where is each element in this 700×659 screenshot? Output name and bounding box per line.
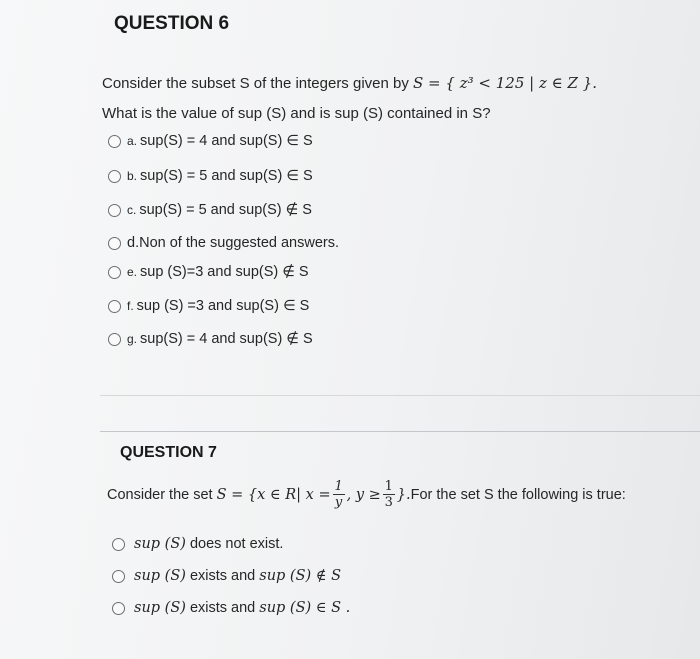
q6-stem-prefix: Consider the subset S of the integers given by <box>102 75 414 92</box>
radio-button[interactable] <box>108 266 121 279</box>
q7-stem <box>107 479 626 510</box>
q7-option-1[interactable] <box>112 536 283 552</box>
radio-button[interactable] <box>112 538 125 551</box>
section-divider <box>100 395 700 396</box>
radio-button[interactable] <box>108 135 121 148</box>
q7-option-3[interactable] <box>112 600 350 616</box>
q6-option-b[interactable] <box>108 168 313 184</box>
q6-stem <box>102 74 597 92</box>
option-text: Non of the suggested answers. <box>139 235 339 251</box>
q7-set-mid: , y ≥ <box>346 486 381 503</box>
q6-set-expression: S = { z³ < 125 | z ∈ Z }. <box>413 74 597 92</box>
fraction-one-third <box>383 479 395 510</box>
frac-numerator: 1 <box>334 479 343 494</box>
option-text: sup(S) = 4 and sup(S) ∉ S <box>140 331 313 347</box>
q6-option-c[interactable] <box>108 202 312 218</box>
q7-set-start: S = {x ∈ R| x = <box>216 486 331 503</box>
frac-denominator: y <box>334 495 343 510</box>
option-math-2: sup (S) ∉ S <box>259 568 342 584</box>
option-math: sup (S) <box>134 536 186 552</box>
option-math-2: sup (S) ∈ S . <box>259 600 351 616</box>
option-text: does not exist. <box>185 536 284 552</box>
question-7-title: QUESTION 7 <box>120 444 217 461</box>
q6-option-g[interactable] <box>108 331 313 347</box>
fraction-one-over-y <box>333 479 345 510</box>
radio-button[interactable] <box>108 237 121 250</box>
radio-button[interactable] <box>108 333 121 346</box>
q7-stem-suffix: For the set S the following is true: <box>410 486 626 503</box>
radio-button[interactable] <box>108 300 121 313</box>
q6-option-e[interactable] <box>108 264 309 280</box>
q7-set-end: }. <box>396 486 411 503</box>
option-text: sup (S) =3 and sup(S) ∈ S <box>136 298 310 314</box>
q6-option-a[interactable] <box>108 133 313 149</box>
radio-button[interactable] <box>108 204 121 217</box>
option-letter: f. <box>127 299 134 313</box>
radio-button[interactable] <box>112 602 125 615</box>
q6-option-d[interactable] <box>108 235 339 251</box>
option-letter: g. <box>127 332 138 346</box>
option-letter: e. <box>127 265 138 279</box>
q6-option-f[interactable] <box>108 298 309 314</box>
option-letter: c. <box>127 203 137 217</box>
q7-stem-prefix: Consider the set <box>107 486 213 503</box>
section-divider <box>100 431 700 432</box>
option-letter: a. <box>127 134 138 148</box>
radio-button[interactable] <box>108 170 121 183</box>
option-letter: b. <box>127 169 138 183</box>
frac-numerator: 1 <box>384 479 393 494</box>
option-math: sup (S) <box>134 568 186 584</box>
q7-option-2[interactable] <box>112 568 341 584</box>
q6-question-line: What is the value of sup (S) and is sup (S) contained in S? <box>102 105 491 122</box>
option-text: sup(S) = 5 and sup(S) ∉ S <box>139 202 312 218</box>
option-text: sup(S) = 4 and sup(S) ∈ S <box>140 133 313 149</box>
option-text: sup (S)=3 and sup(S) ∉ S <box>140 264 309 280</box>
option-text: exists and <box>185 568 260 584</box>
option-text: exists and <box>185 600 260 616</box>
option-math: sup (S) <box>134 600 186 616</box>
frac-denominator: 3 <box>384 495 393 510</box>
question-6-title: QUESTION 6 <box>114 13 230 34</box>
option-letter: d. <box>127 235 140 251</box>
radio-button[interactable] <box>112 570 125 583</box>
option-text: sup(S) = 5 and sup(S) ∈ S <box>140 168 313 184</box>
